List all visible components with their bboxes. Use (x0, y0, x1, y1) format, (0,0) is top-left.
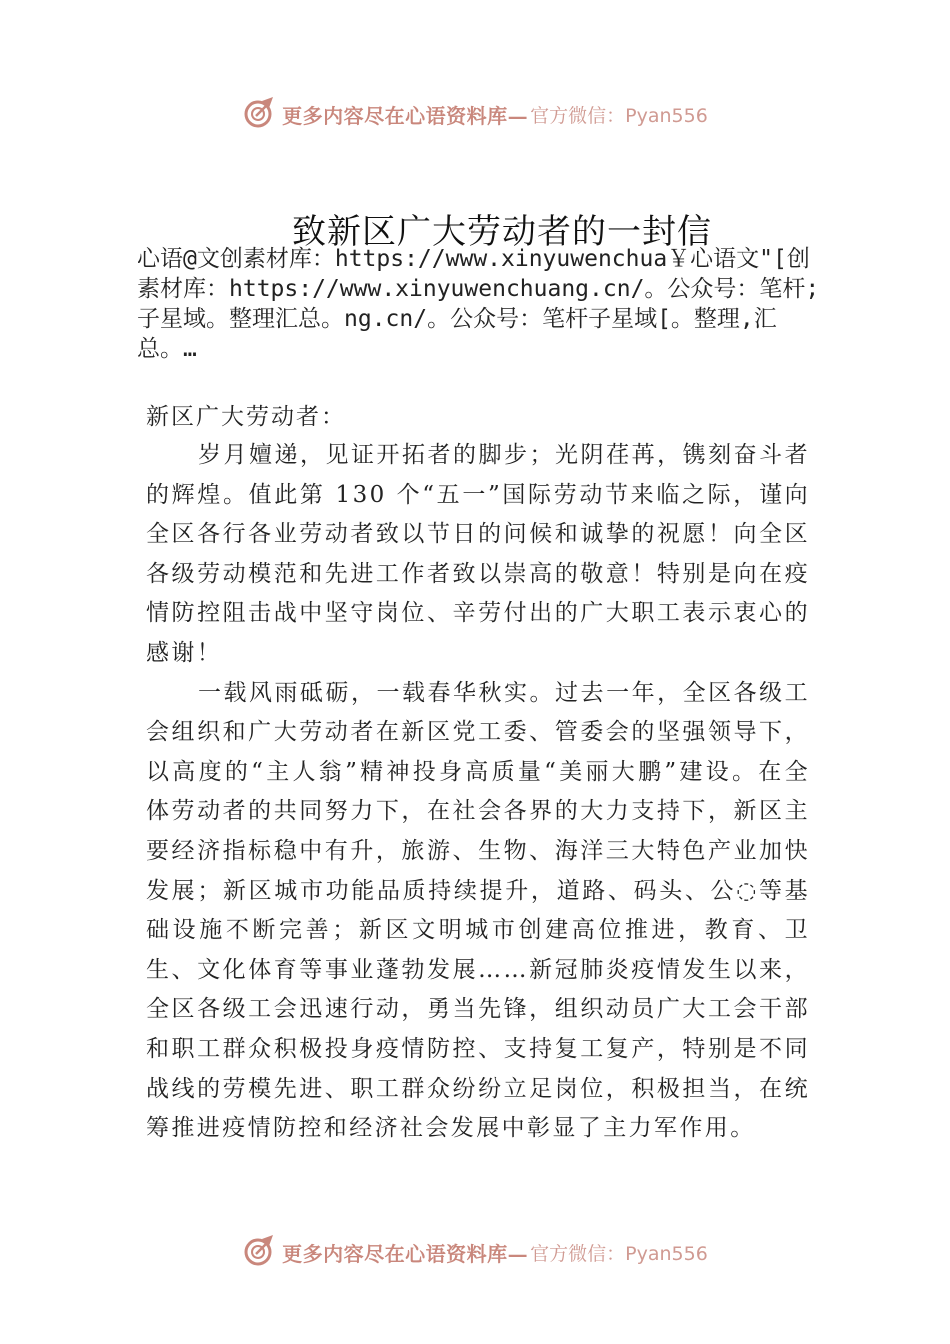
salutation: 新区广大劳动者： (146, 404, 346, 430)
watermark-wechat: 官方微信：Pyan556 (530, 1242, 708, 1265)
watermark-wechat: 官方微信：Pyan556 (530, 104, 708, 127)
document-title: 致新区广大劳动者的一封信 (292, 212, 712, 252)
footer-watermark (0, 1232, 950, 1272)
source-note: 心语@文创素材库：https://www.xinyuwenchua￥心语文"[创素材库：https://www.xinyuwenchuang.cn/。公众号：笔杆;子星域。整理汇总。ng.cn/。公众号：笔杆子星域[。整理,汇总。… (137, 246, 820, 362)
watermark-text: 更多内容尽在心语资料库— (282, 103, 529, 128)
paragraph: 岁月嬗递，见证开拓者的脚步；光阴荏苒，镌刻奋斗者的辉煌。值此第 130 个“五一”国际劳动节来临之际，谨向全区各行各业劳动者致以节日的问候和诚挚的祝愿！向全区各级劳动模范和先进工作者致以崇高的敬意！特别是向在疫情防控阻击战中坚守岗位、辛劳付出的广大职工表示衷心的感谢！ (146, 442, 810, 666)
pen-logo-icon (242, 97, 276, 131)
letter-body (146, 436, 810, 1149)
pen-logo-icon (242, 1235, 276, 1269)
header-watermark (0, 94, 950, 134)
watermark-text: 更多内容尽在心语资料库— (282, 1241, 529, 1266)
paragraph: 一载风雨砥砺，一载春华秋实。过去一年，全区各级工会组织和广大劳动者在新区党工委、管委会的坚强领导下，以高度的“主人翁”精神投身高质量“美丽大鹏”建设。在全体劳动者的共同努力下，在社会各界的大力支持下，新区主要经济指标稳中有升，旅游、生物、海洋三大特色产业加快发展；新区城市功能品质持续提升，道路、码头、公◌等基础设施不断完善；新区文明城市创建高位推进，教育、卫生、文化体育等事业蓬勃发展……新冠肺炎疫情发生以来，全区各级工会迅速行动，勇当先锋，组织动员广大工会干部和职工群众积极投身疫情防控、支持复工复产，特别是不同战线的劳模先进、职工群众纷纷立足岗位，积极担当，在统筹推进疫情防控和经济社会发展中彰显了主力军作用。 (146, 679, 810, 1142)
